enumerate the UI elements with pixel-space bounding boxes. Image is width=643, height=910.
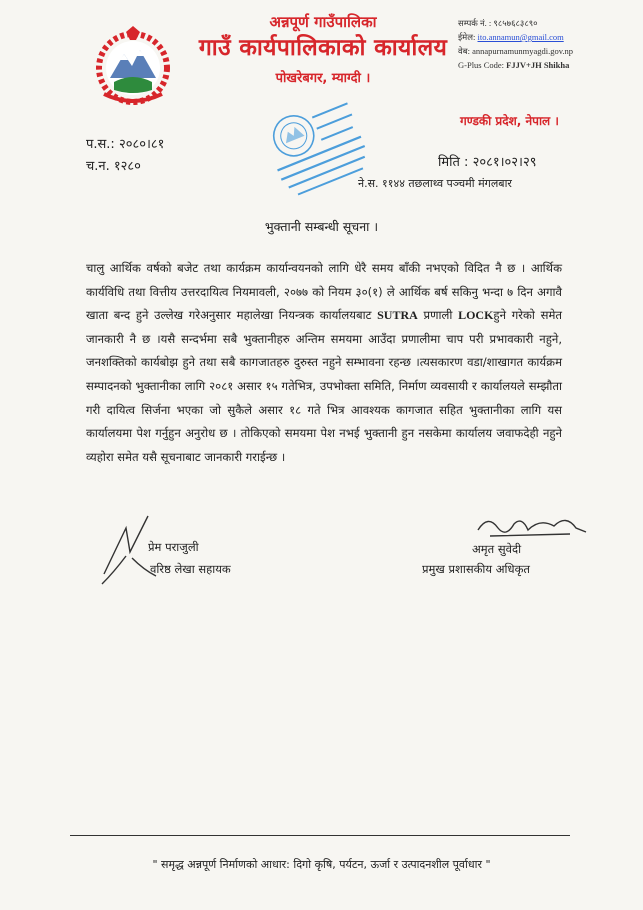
sutra-term: SUTRA [377, 308, 418, 323]
body-part-3: हुने गरेको समेत जानकारी नै छ ।यसै सन्दर्भमा सबै भुक्तानीहरु अन्तिम समयमा आउँदा प्रणालीमा चाप परी प्रभावकारी नहुने, जनशक्तिको कार्यबोझ हुने तथा सबै कागजातहरु दुरुस्त नहुने सम्भावना रहन्छ ।त्यसकारण वडा/शाखागत कार्यक्रम सम्पादनको भुक्तानीका लागि २०८१ असार १५ गतेभित्र, उपभोक्ता समिति, निर्माण व्यवसायी र कार्यालयले सम्झौता गरी दायित्व सिर्जना भएका जो सुकैले असार १८ गते भित्र आवश्यक कागजात सहित भुक्तानीका लागि यस कार्यालयमा पेश गर्नुहुन अनुरोध छ । तोकिएको समयमा पेश नभई भुक्तानी हुन नसकेमा कार्यालय जवाफदेही नहुने व्यहोरा समेत यसै सूचनाबाट जानकारी गराईन्छ । [86, 308, 562, 464]
body-part-1: चालु आर्थिक वर्षको बजेट तथा कार्यक्रम कार्यान्वयनको लागि धेरै समय बाँकी नभएको विदित नै छ । आर्थिक कार्यविधि तथा वित्तीय उत्तरदायित्व नियमावली, २०७७ को नियम ३०(१) ले आर्थिक बर्ष सकिनु भन्दा ७ दिन अगावै खाता बन्द हुने उल्लेख गरेअनुसार महालेखा नियन्त्रक कार्यालयबाट [86, 261, 562, 323]
reference-numbers [86, 134, 164, 178]
lock-term: LOCK [458, 308, 494, 323]
gplus-code: FJJV+JH Shikha [506, 60, 570, 70]
contact-gplus-row [458, 58, 638, 72]
signatory-left [96, 512, 296, 602]
nepal-government-emblem-icon [92, 26, 174, 106]
web-label: वेब: [458, 46, 470, 56]
patra-sankhya: प.स.: २०८०।८१ [86, 137, 165, 152]
letterhead-title-block [178, 12, 468, 90]
notice-subject: भुक्तानी सम्बन्धी सूचना । [264, 219, 379, 234]
contact-web-row [458, 44, 638, 58]
office-address: पोखरेबगर, म्याग्दी । [275, 71, 371, 86]
signatory-left-name: प्रेम पराजुली [148, 540, 199, 554]
gplus-label: G-Plus Code: [458, 60, 505, 70]
chalani-number: च.न. १२८० [86, 159, 141, 174]
municipality-name: अन्नपूर्ण गाउँपालिका [269, 13, 377, 31]
contact-block [458, 16, 638, 72]
signatory-left-title: वरिष्ठ लेखा सहायक [150, 562, 231, 576]
footer-slogan: " समृद्ध अन्नपूर्ण निर्माणको आधार: दिगो कृषि, पर्यटन, ऊर्जा र उत्पादनशील पूर्वाधार " [152, 858, 491, 871]
province-line: गण्डकी प्रदेश, नेपाल । [460, 114, 559, 128]
web-address: annapurnamunmyagdi.gov.np [472, 46, 574, 56]
notice-body [86, 257, 562, 469]
contact-phone: सम्पर्क नं. : ९८५७६८३८९० [458, 18, 538, 28]
signatory-right [420, 508, 620, 598]
office-name: गाउँ कार्यपालिकाको कार्यालय [198, 35, 448, 61]
nepal-sambat-date: ने.स. ११४४ तछलाथ्व पञ्चमी मंगलबार [358, 177, 512, 190]
email-label: ईमेल: [458, 32, 476, 42]
signatory-right-title: प्रमुख प्रशासकीय अधिकृत [422, 562, 530, 576]
body-part-2: प्रणाली [417, 308, 459, 323]
footer-divider [70, 835, 570, 836]
office-seal-stamp [262, 98, 372, 198]
email-link[interactable]: ito.annamun@gmail.com [477, 32, 564, 42]
letter-date: मिति : २०८१।०२।२९ [438, 155, 537, 170]
signatory-right-name: अमृत सुवेदी [472, 542, 522, 556]
contact-email-row [458, 30, 638, 44]
